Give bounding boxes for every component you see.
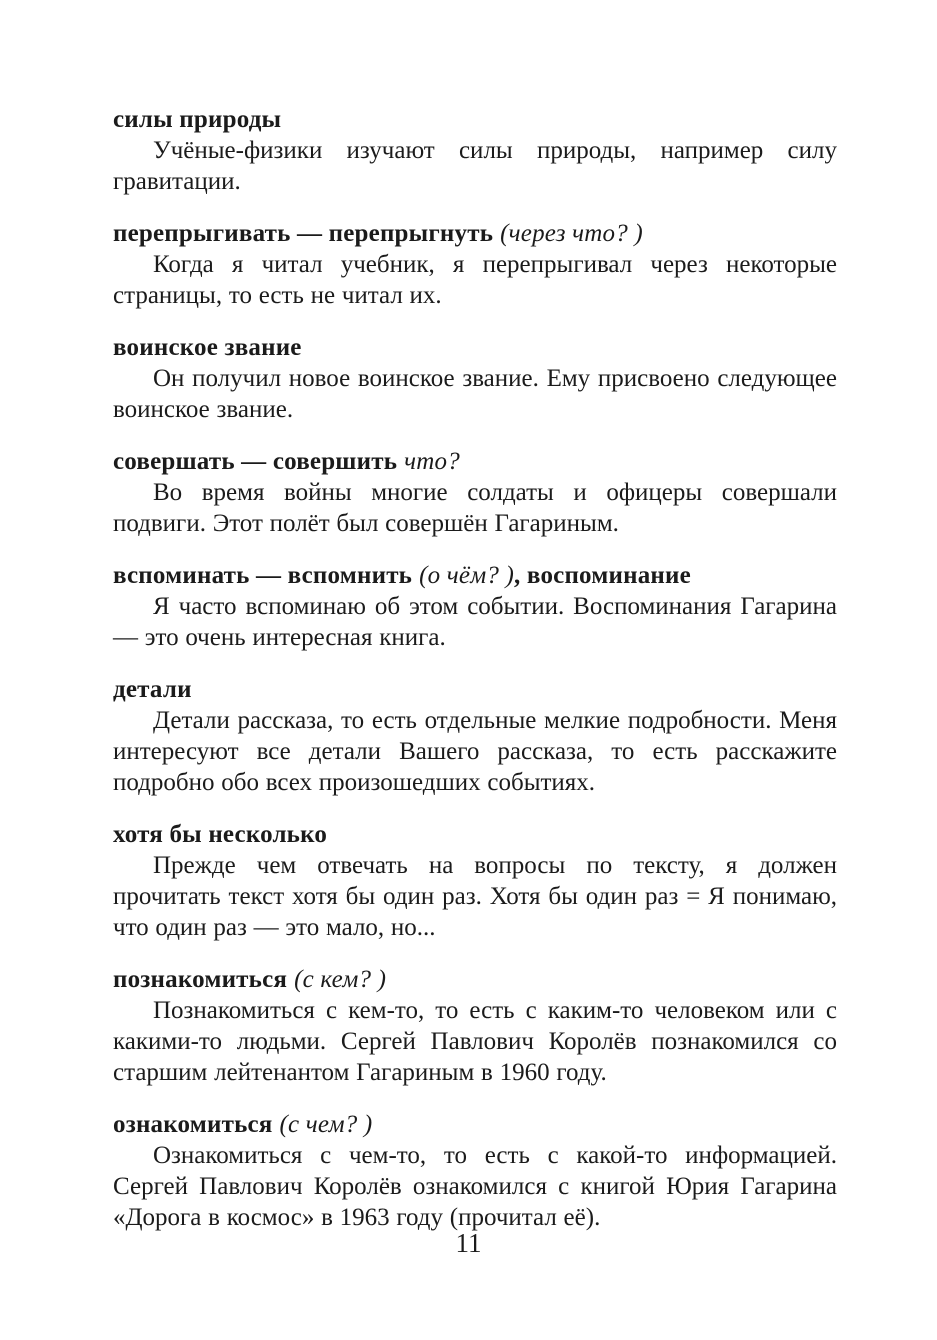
- entry-list: [113, 104, 837, 1233]
- entry-example-text: Я часто вспоминаю об этом событии. Воспоминания Гагарина — это очень интересная книга.: [113, 593, 837, 651]
- entry-term: совершать — совершить: [113, 448, 398, 475]
- entry-example-text: Во время войны многие солдаты и офицеры совершали подвиги. Этот полёт был совершён Гагариным.: [113, 479, 837, 537]
- entry-grammar-note: (о чём? ): [419, 562, 515, 589]
- glossary-content: [113, 104, 837, 1254]
- glossary-entry: [113, 218, 837, 311]
- entry-headword: [113, 332, 837, 363]
- entry-term: силы природы: [113, 106, 282, 133]
- glossary-entry: [113, 1109, 837, 1233]
- entry-headword: [113, 1109, 837, 1140]
- entry-headword: [113, 560, 837, 591]
- glossary-entry: [113, 104, 837, 197]
- entry-term: вспоминать — вспомнить: [113, 562, 413, 589]
- entry-headword: [113, 819, 837, 850]
- entry-example-text: Детали рассказа, то есть отдельные мелкие подробности. Меня интересуют все детали Вашего рассказа, то есть расскажите подробно обо всех произошедших событиях.: [113, 707, 837, 796]
- entry-grammar-note: (с кем? ): [294, 966, 387, 993]
- page-footer: [0, 1228, 937, 1259]
- page-number: 11: [455, 1228, 482, 1258]
- entry-example-text: Он получил новое воинское звание. Ему присвоено следующее воинское звание.: [113, 365, 837, 423]
- entry-grammar-note: (с чем? ): [279, 1111, 373, 1138]
- entry-term: хотя бы несколько: [113, 821, 328, 848]
- glossary-entry: [113, 446, 837, 539]
- entry-headword: [113, 446, 837, 477]
- entry-example-text: Когда я читал учебник, я перепрыгивал через некоторые страницы, то есть не читал их.: [113, 251, 837, 309]
- entry-term: воинское звание: [113, 334, 302, 361]
- entry-term: детали: [113, 676, 192, 703]
- entry-headword: [113, 218, 837, 249]
- entry-term: перепрыгивать — перепрыгнуть: [113, 220, 494, 247]
- glossary-entry: [113, 819, 837, 943]
- entry-grammar-note: (через что? ): [500, 220, 643, 247]
- glossary-entry: [113, 332, 837, 425]
- glossary-entry: [113, 560, 837, 653]
- entry-term-suffix: , воспоминание: [514, 562, 691, 589]
- entry-headword: [113, 964, 837, 995]
- entry-headword: [113, 674, 837, 705]
- entry-term: ознакомиться: [113, 1111, 273, 1138]
- glossary-entry: [113, 964, 837, 1088]
- entry-headword: [113, 104, 837, 135]
- entry-example-text: Учёные-физики изучают силы природы, например силу гравитации.: [113, 137, 837, 195]
- entry-example-text: Ознакомиться с чем-то, то есть с какой-то информацией. Сергей Павлович Королёв ознакомился с книгой Юрия Гагарина «Дорога в космос» в 1963 году (прочитал её).: [113, 1142, 837, 1231]
- entry-example-text: Познакомиться с кем-то, то есть с каким-то человеком или с какими-то людьми. Сергей Павлович Королёв познакомился со старшим лейтенантом Гагариным в 1960 году.: [113, 997, 837, 1086]
- entry-example-text: Прежде чем отвечать на вопросы по тексту, я должен прочитать текст хотя бы один раз. Хотя бы один раз = Я понимаю, что один раз — это мало, но...: [113, 852, 837, 941]
- entry-term: познакомиться: [113, 966, 288, 993]
- glossary-entry: [113, 674, 837, 798]
- entry-grammar-note: что?: [404, 448, 460, 475]
